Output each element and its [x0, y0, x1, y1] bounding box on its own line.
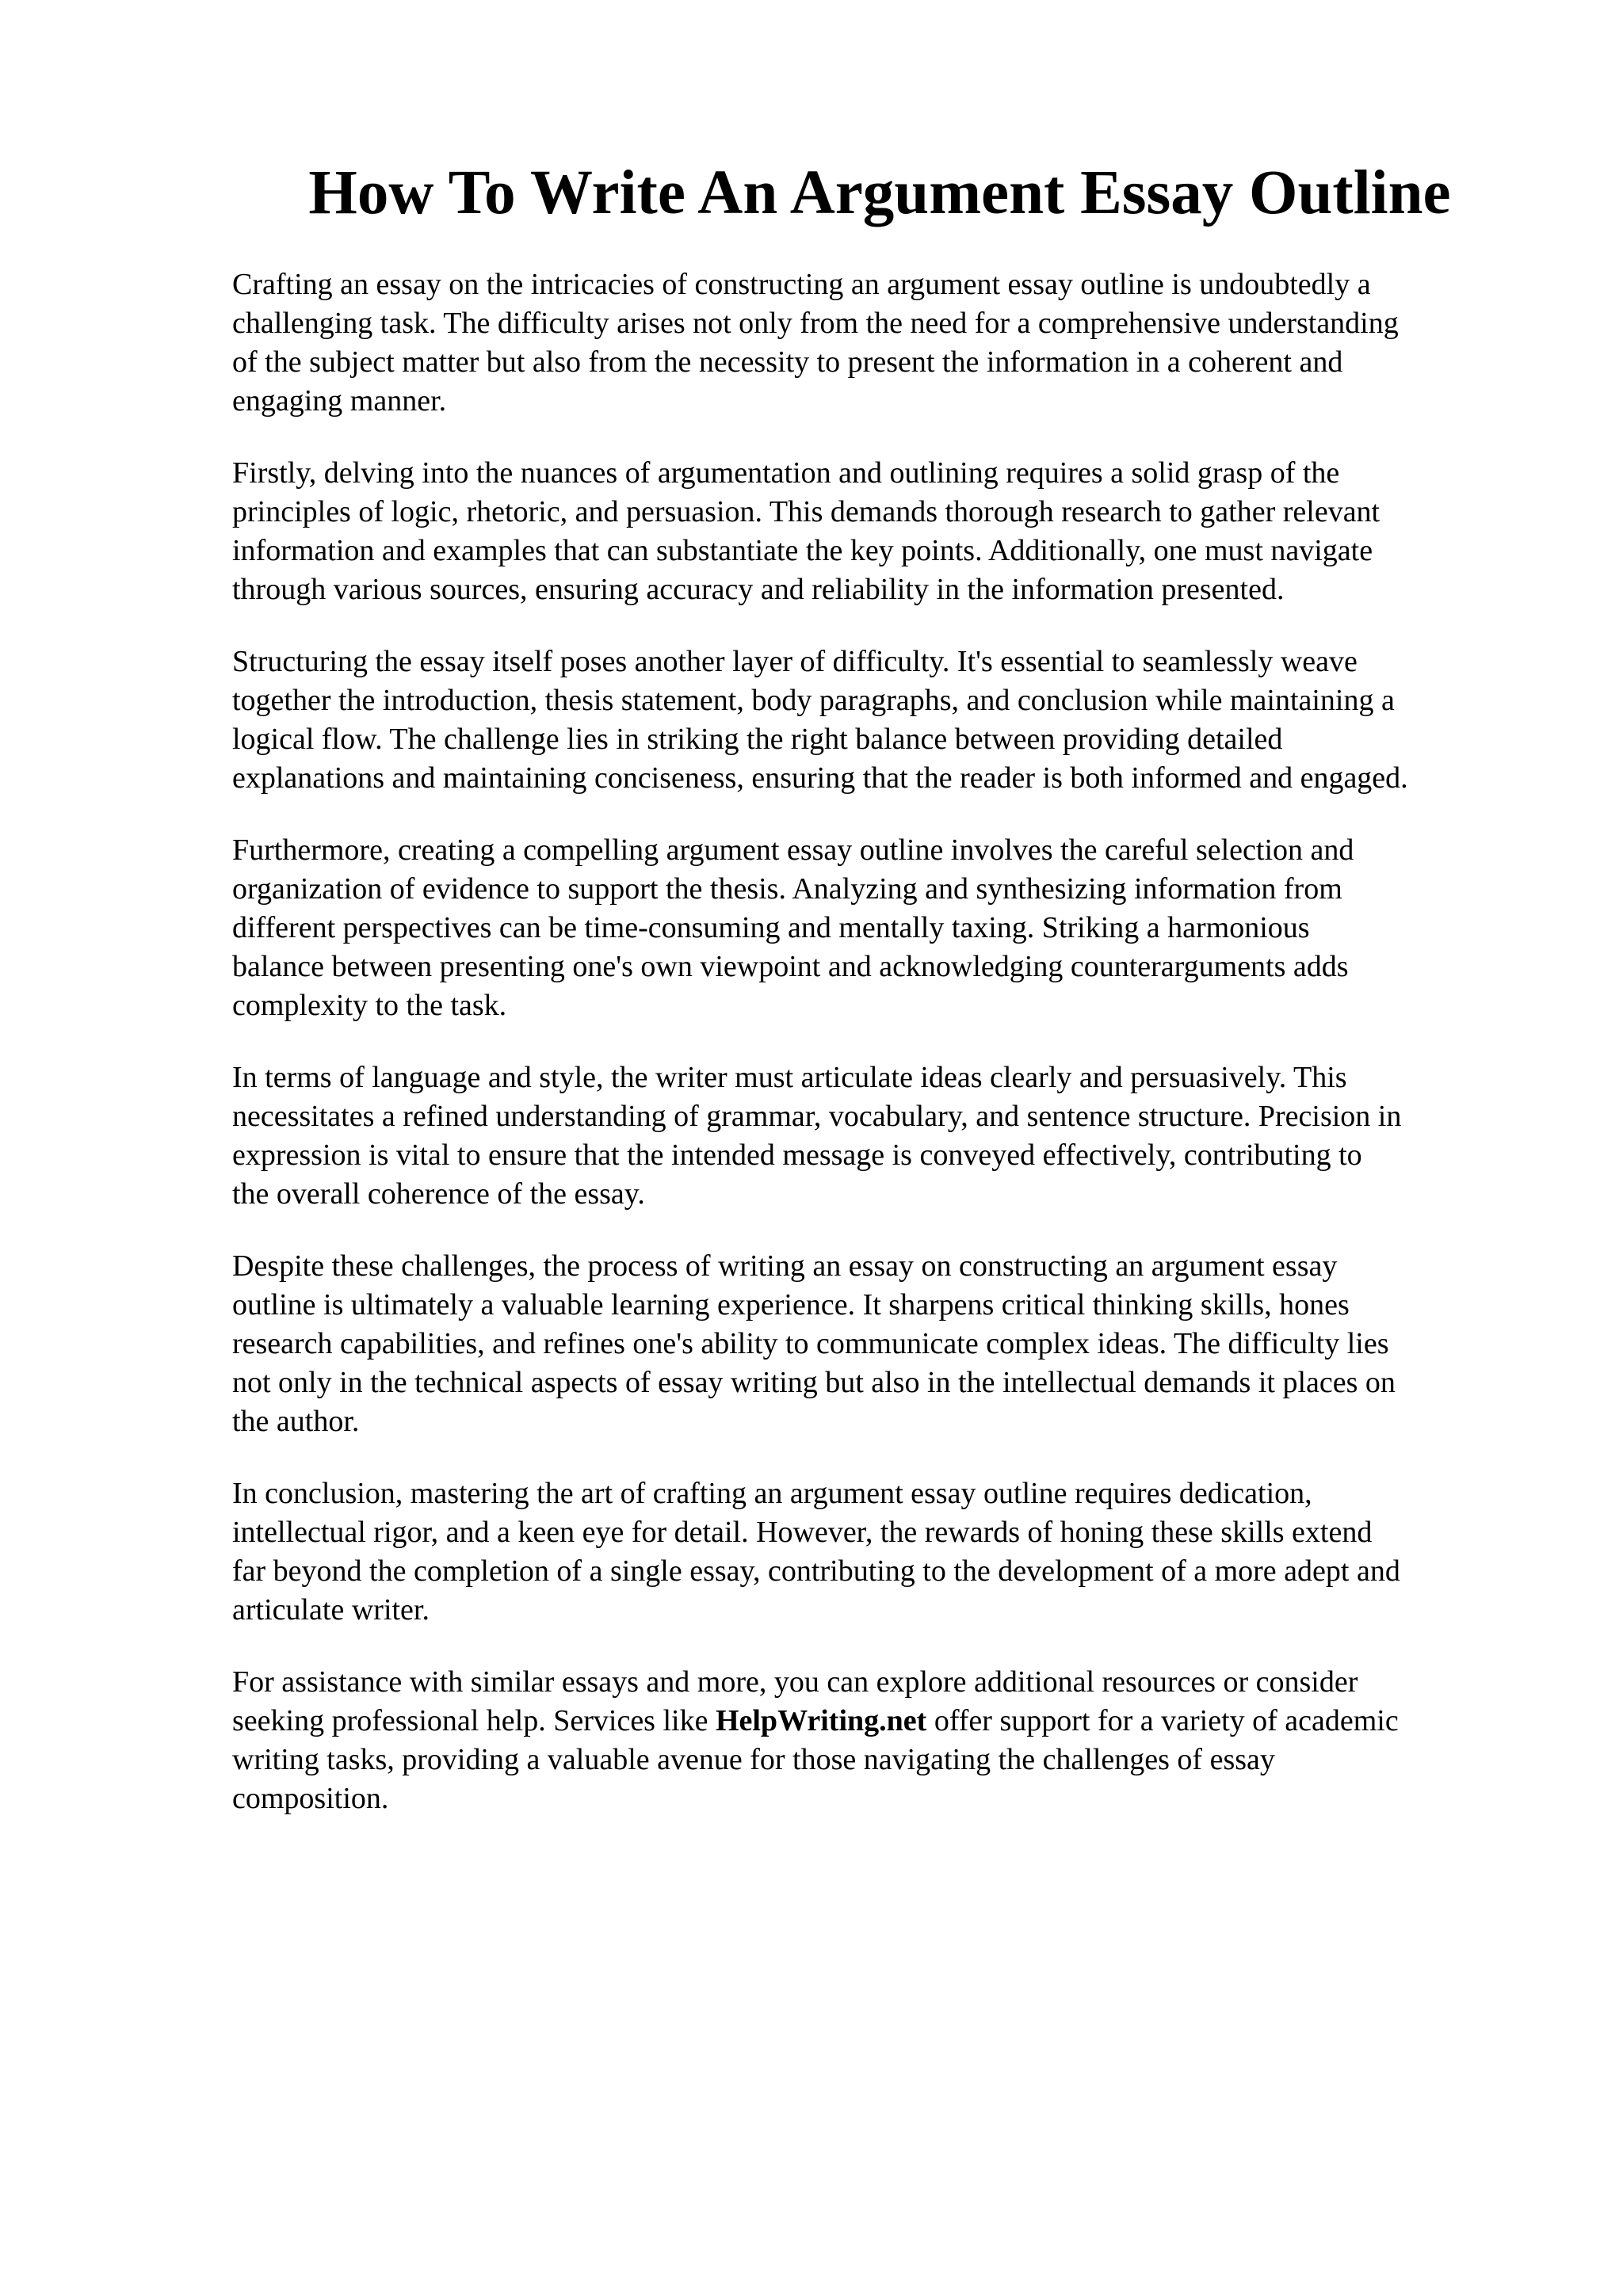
paragraph-line: Furthermore, creating a compelling argument essay outline involves the careful selection and: [232, 833, 1354, 867]
paragraph-line: complexity to the task.: [232, 989, 507, 1022]
paragraph: [232, 1247, 1540, 1441]
paragraph-line: In conclusion, mastering the art of crafting an argument essay outline requires dedication,: [232, 1477, 1312, 1510]
paragraph-line: Firstly, delving into the nuances of argumentation and outlining requires a solid grasp of the: [232, 456, 1340, 490]
paragraph-line: research capabilities, and refines one's ability to communicate complex ideas. The difficulty lies: [232, 1327, 1389, 1360]
paragraph-line: writing tasks, providing a valuable avenue for those navigating the challenges of essay: [232, 1743, 1275, 1776]
paragraph: [232, 831, 1540, 1025]
line-text: offer support for a variety of academic: [926, 1704, 1399, 1737]
paragraph-line: composition.: [232, 1782, 389, 1815]
paragraph-line: far beyond the completion of a single essay, contributing to the development of a more adept and: [232, 1554, 1400, 1588]
paragraph-line: Despite these challenges, the process of writing an essay on constructing an argument essay: [232, 1249, 1338, 1283]
paragraph-line: the author.: [232, 1405, 360, 1438]
paragraph-line: articulate writer.: [232, 1593, 430, 1627]
paragraph-line: not only in the technical aspects of essay writing but also in the intellectual demands it places on: [232, 1366, 1396, 1399]
paragraph: [232, 1058, 1540, 1214]
paragraph-line: challenging task. The difficulty arises not only from the need for a comprehensive understanding: [232, 307, 1399, 340]
paragraph-line: necessitates a refined understanding of grammar, vocabulary, and sentence structure. Precision in: [232, 1100, 1402, 1133]
paragraph-line: of the subject matter but also from the necessity to present the information in a coherent and: [232, 345, 1343, 379]
paragraph: [232, 265, 1540, 421]
document-body: [232, 265, 1540, 1852]
paragraph-line: Structuring the essay itself poses another layer of difficulty. It's essential to seamlessly weave: [232, 645, 1358, 678]
paragraph-line: In terms of language and style, the writer must articulate ideas clearly and persuasively. This: [232, 1061, 1347, 1094]
paragraph-line: through various sources, ensuring accuracy and reliability in the information presented.: [232, 573, 1285, 606]
paragraph-line: explanations and maintaining conciseness, ensuring that the reader is both informed and engaged.: [232, 761, 1408, 795]
closing-paragraph: [232, 1663, 1540, 1818]
line-text: seeking professional help. Services like: [232, 1704, 716, 1737]
paragraph-line: For assistance with similar essays and more, you can explore additional resources or consider: [232, 1665, 1358, 1699]
paragraph-line: [232, 1702, 1540, 1741]
paragraph-line: balance between presenting one's own viewpoint and acknowledging counterarguments adds: [232, 950, 1349, 983]
paragraph: [232, 643, 1540, 798]
paragraph-line: engaging manner.: [232, 384, 447, 418]
paragraph-line: different perspectives can be time-consuming and mentally taxing. Striking a harmonious: [232, 911, 1310, 944]
paragraph-line: the overall coherence of the essay.: [232, 1177, 645, 1211]
paragraph: [232, 1474, 1540, 1630]
paragraph-line: information and examples that can substantiate the key points. Additionally, one must navigate: [232, 534, 1373, 567]
paragraph-line: together the introduction, thesis statement, body paragraphs, and conclusion while maintaining a: [232, 684, 1395, 717]
helpwriting-link[interactable]: HelpWriting.net: [715, 1704, 927, 1737]
paragraph-line: Crafting an essay on the intricacies of constructing an argument essay outline is undoubtedly a: [232, 268, 1371, 301]
paragraph-line: logical flow. The challenge lies in striking the right balance between providing detailed: [232, 723, 1283, 756]
paragraph-line: expression is vital to ensure that the intended message is conveyed effectively, contributing to: [232, 1138, 1362, 1172]
document-title: How To Write An Argument Essay Outline: [308, 158, 1451, 227]
paragraph-line: outline is ultimately a valuable learning experience. It sharpens critical thinking skills, hones: [232, 1288, 1350, 1322]
paragraph-line: intellectual rigor, and a keen eye for detail. However, the rewards of honing these skills extend: [232, 1516, 1373, 1549]
paragraph: [232, 454, 1540, 609]
paragraph-line: organization of evidence to support the thesis. Analyzing and synthesizing information from: [232, 872, 1342, 906]
paragraph-line: principles of logic, rhetoric, and persuasion. This demands thorough research to gather relevant: [232, 495, 1381, 528]
